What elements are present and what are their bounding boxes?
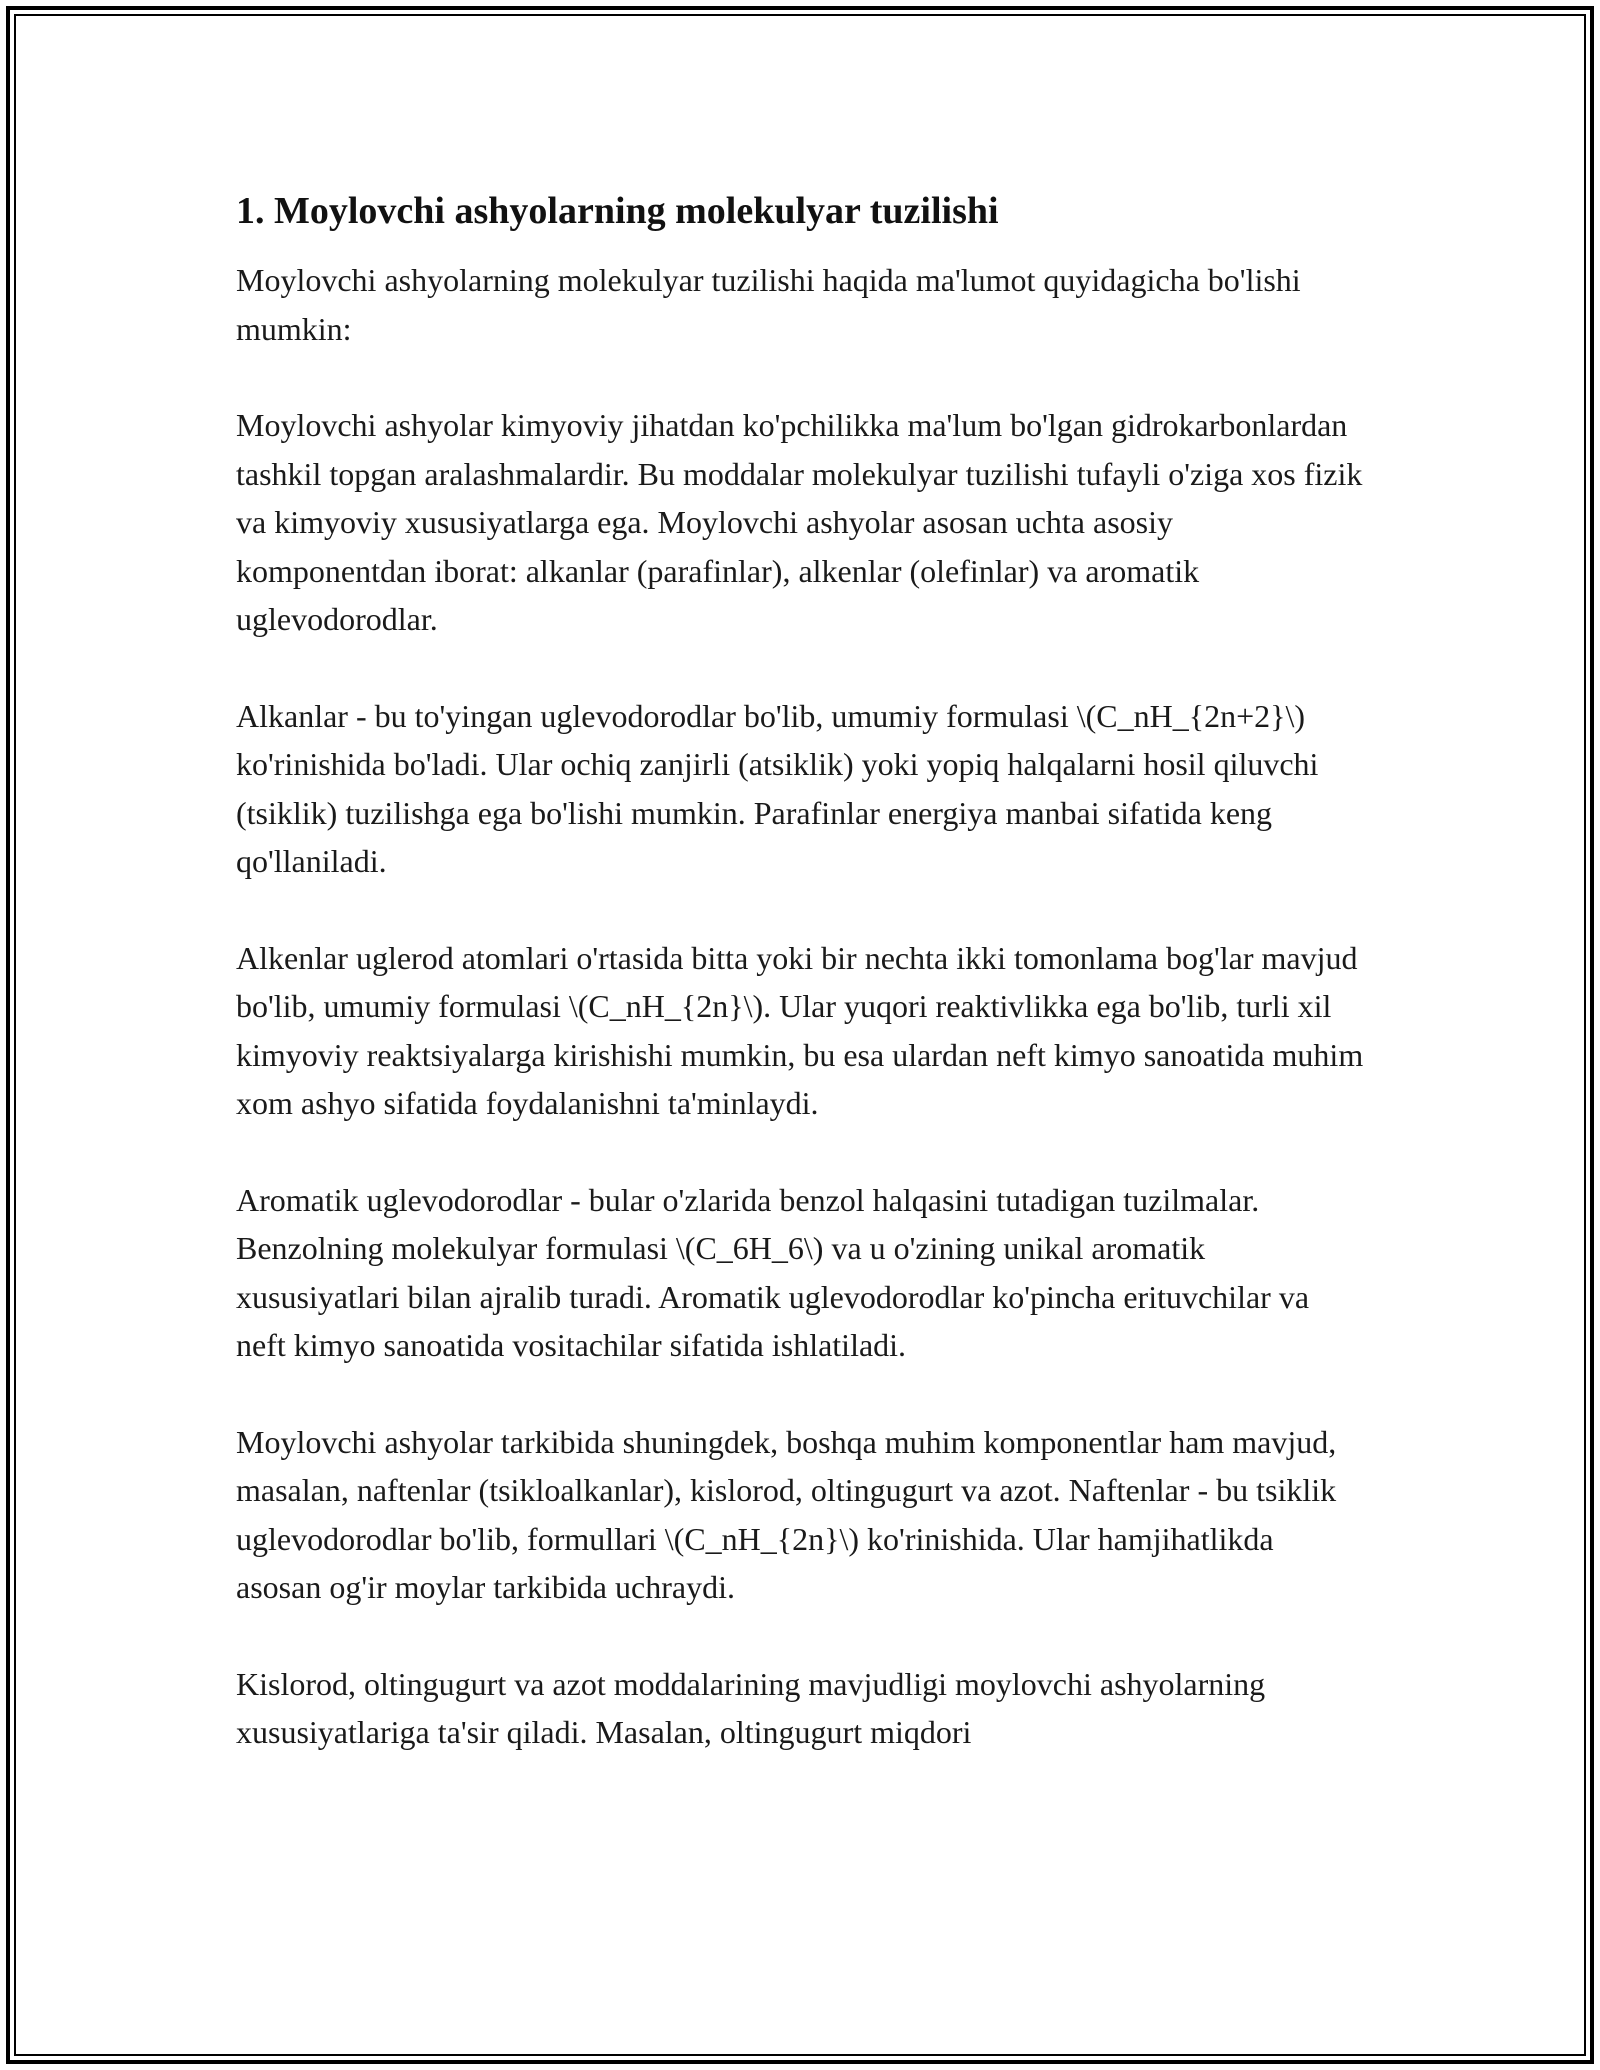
document-body xyxy=(236,186,1366,1805)
paragraph-intro: Moylovchi ashyolarning molekulyar tuzilishi haqida ma'lumot quyidagicha bo'lishi mumkin: xyxy=(236,262,1301,347)
section-heading: 1. Moylovchi ashyolarning molekulyar tuzilishi xyxy=(236,190,999,232)
paragraph-other-components: Moylovchi ashyolar tarkibida shuningdek, boshqa muhim komponentlar ham mavjud, masalan, naftenlar (tsikloalkanlar), kislorod, oltingugurt va azot. Naftenlar - bu tsiklik uglevodorodlar bo'lib, formullari \(C_nH_{2n}\) ko'rinishida. Ular hamjihatlikda asosan og'ir moylar tarkibida uchraydi. xyxy=(236,1423,1337,1605)
paragraph-overview: Moylovchi ashyolar kimyoviy jihatdan ko'pchilikka ma'lum bo'lgan gidrokarbonlardan tashkil topgan aralashmalardir. Bu moddalar molekulyar tuzilishi tufayli o'ziga xos fizik va kimyoviy xususiyatlarga ega. Moylovchi ashyolar asosan uchta asosiy komponentdan iborat: alkanlar (parafinlar), alkenlar (olefinlar) va aromatik uglevodorodlar. xyxy=(236,407,1363,637)
paragraph-alkanes: Alkanlar - bu to'yingan uglevodorodlar bo'lib, umumiy formulasi \(C_nH_{2n+2}\) ko'rinishida bo'ladi. Ular ochiq zanjirli (atsiklik) yoki yopiq halqalarni hosil qiluvchi (tsiklik) tuzilishga ega bo'lishi mumkin. Parafinlar energiya manbai sifatida keng qo'llaniladi. xyxy=(236,697,1319,879)
paragraph-heteroatoms: Kislorod, oltingugurt va azot moddalarining mavjudligi moylovchi ashyolarning xususiyatlariga ta'sir qiladi. Masalan, oltingugurt miqdori xyxy=(236,1665,1266,1750)
paragraph-alkenes: Alkenlar uglerod atomlari o'rtasida bitta yoki bir nechta ikki tomonlama bog'lar mavjud bo'lib, umumiy formulasi \(C_nH_{2n}\). Ular yuqori reaktivlikka ega bo'lib, turli xil kimyoviy reaktsiyalarga kirishishi mumkin, bu esa ulardan neft kimyo sanoatida muhim xom ashyo sifatida foydalanishni ta'minlaydi. xyxy=(236,939,1364,1121)
paragraph-aromatics: Aromatik uglevodorodlar - bular o'zlarida benzol halqasini tutadigan tuzilmalar. Benzolning molekulyar formulasi \(C_6H_6\) va u o'zining unikal aromatik xususiyatlari bilan ajralib turadi. Aromatik uglevodorodlar ko'pincha erituvchilar va neft kimyo sanoatida vositachilar sifatida ishlatiladi. xyxy=(236,1181,1310,1363)
